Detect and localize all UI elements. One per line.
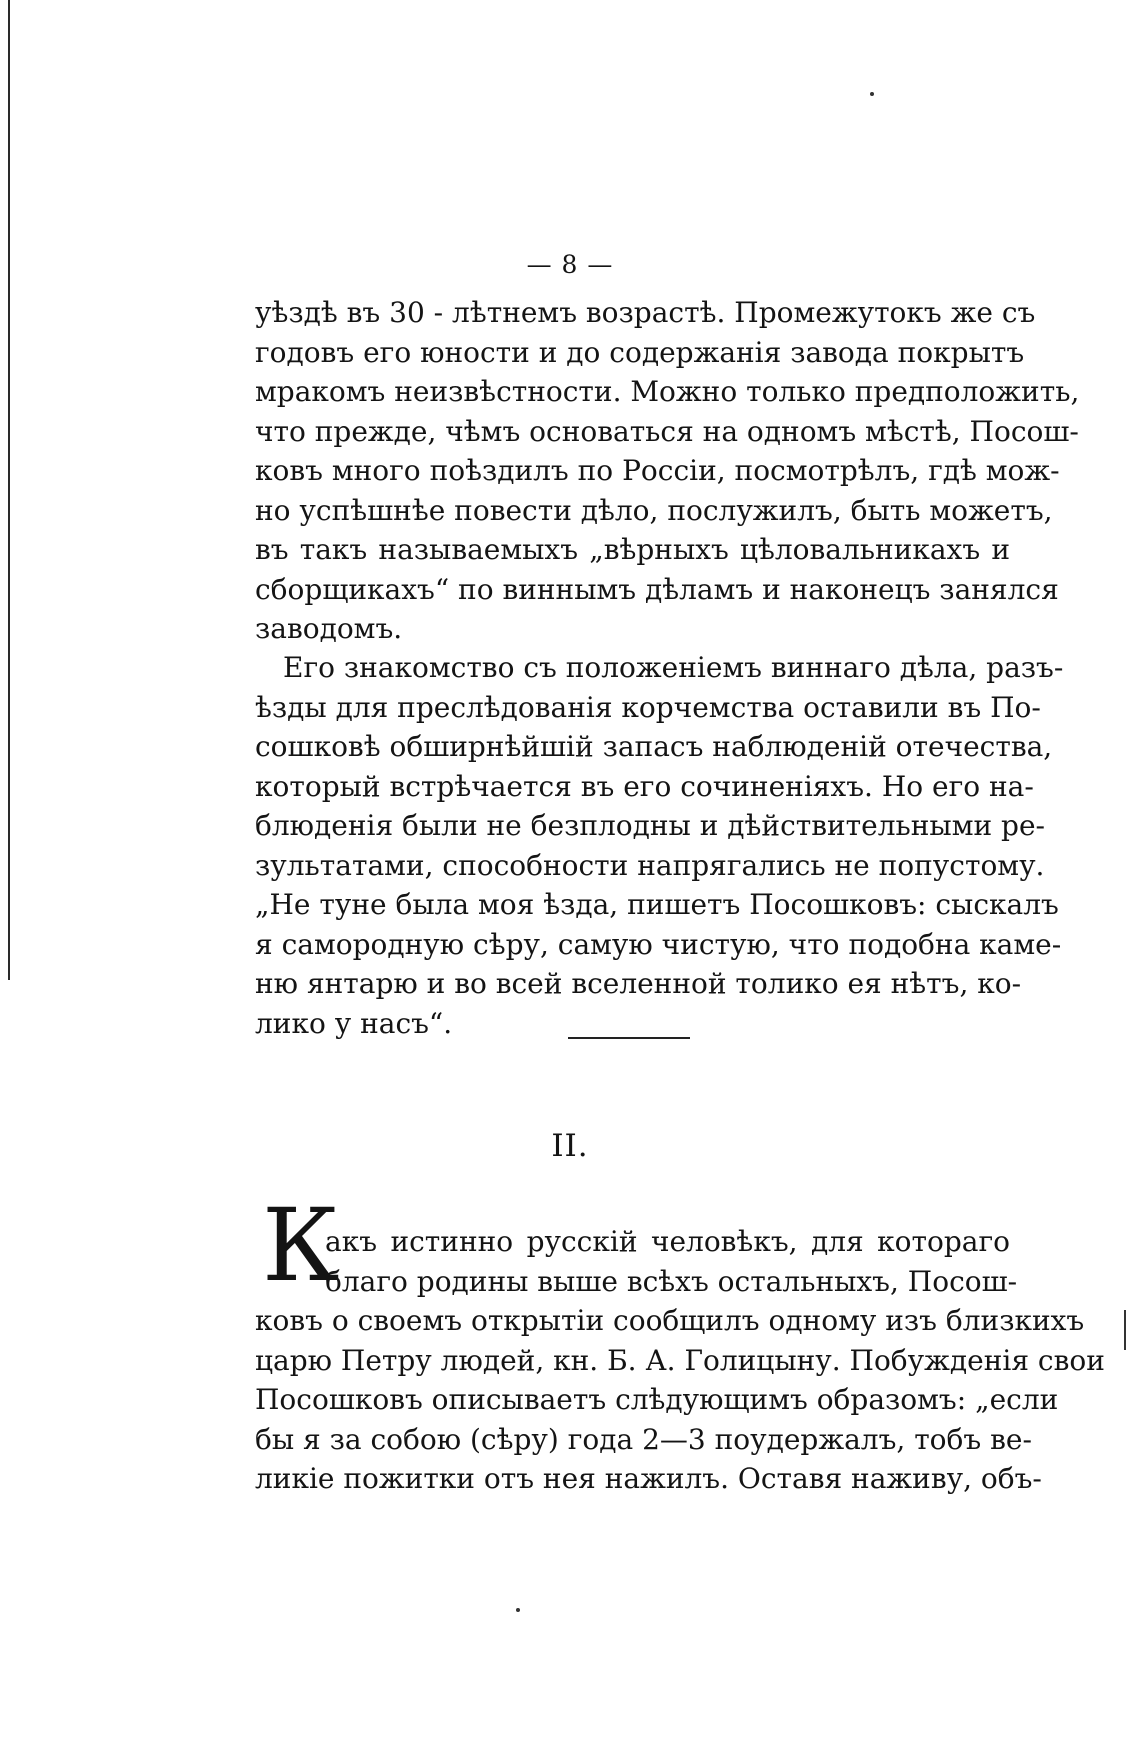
section-heading: II. — [551, 1128, 589, 1164]
text-line: Его знакомство съ положеніемъ виннаго дѣла, разъ- — [283, 651, 1064, 684]
text-line: зультатами, способности напрягались не попустому. — [255, 848, 1045, 882]
text-line: заводомъ. — [255, 612, 403, 645]
text-line: ню янтарю и во всей вселенной толико ея нѣтъ, ко- — [255, 967, 1022, 1000]
text-line: который встрѣчается въ его сочиненіяхъ. Но его на- — [255, 769, 1034, 803]
text-line: мракомъ неизвѣстности. Можно только предположить, — [255, 375, 1080, 408]
text-line: ликіе пожитки отъ нея нажилъ. Оставя наживу, объ- — [255, 1462, 1042, 1495]
text-line: лико у насъ“. — [255, 1006, 453, 1040]
paragraph-2 — [255, 648, 1064, 1043]
text-line: въ такъ называемыхъ „вѣрныхъ цѣловальникахъ и — [255, 533, 1010, 566]
text-line: но успѣшнѣе повести дѣло, послужилъ, быть можетъ, — [255, 493, 1053, 527]
scan-edge-mark — [1124, 1310, 1126, 1350]
text-line: благо родины выше всѣхъ остальныхъ, Посош- — [325, 1264, 1018, 1298]
text-line: я самородную сѣру, самую чистую, что подобна каме- — [255, 927, 1062, 961]
text-line: ѣзды для преслѣдованія корчемства оставили въ По- — [255, 690, 1041, 724]
text-line: ковъ о своемъ открытіи сообщилъ одному изъ близкихъ — [255, 1304, 1085, 1337]
text-line: годовъ его юности и до содержанія завода покрытъ — [255, 335, 1025, 369]
text-line: сошковѣ обширнѣйшій запасъ наблюденій отечества, — [255, 730, 1053, 763]
drop-cap: К — [262, 1187, 340, 1304]
scan-edge-line — [8, 0, 10, 980]
text-line: сборщикахъ“ по виннымъ дѣламъ и наконецъ занялся — [255, 572, 1059, 606]
text-line: бы я за собою (сѣру) года 2—3 поудержалъ, тобъ ве- — [255, 1422, 1032, 1456]
text-line: уѣздѣ въ 30 - лѣтнемъ возрастѣ. Промежутокъ же съ — [255, 296, 1036, 329]
paragraph-1 — [255, 293, 1080, 649]
scan-speck — [870, 92, 874, 96]
text-line: ковъ много поѣздилъ по Россіи, посмотрѣлъ, гдѣ мож- — [255, 454, 1060, 487]
scan-speck — [516, 1608, 520, 1612]
section-separator — [568, 1037, 690, 1039]
text-line: что прежде, чѣмъ основаться на одномъ мѣстѣ, Посош- — [255, 414, 1079, 448]
text-line: акъ истинно русскій человѣкъ, для котораго — [325, 1225, 1010, 1258]
text-line: блюденія были не безплодны и дѣйствительными ре- — [255, 809, 1046, 842]
paragraph-3 — [255, 1222, 1105, 1499]
text-line: „Не туне была моя ѣзда, пишетъ Посошковъ: сыскалъ — [255, 888, 1059, 921]
page-number: — 8 — — [526, 250, 614, 279]
text-line: Посошковъ описываетъ слѣдующимъ образомъ: „если — [255, 1383, 1059, 1416]
text-line: царю Петру людей, кн. Б. А. Голицыну. Побужденія свои — [255, 1343, 1105, 1377]
